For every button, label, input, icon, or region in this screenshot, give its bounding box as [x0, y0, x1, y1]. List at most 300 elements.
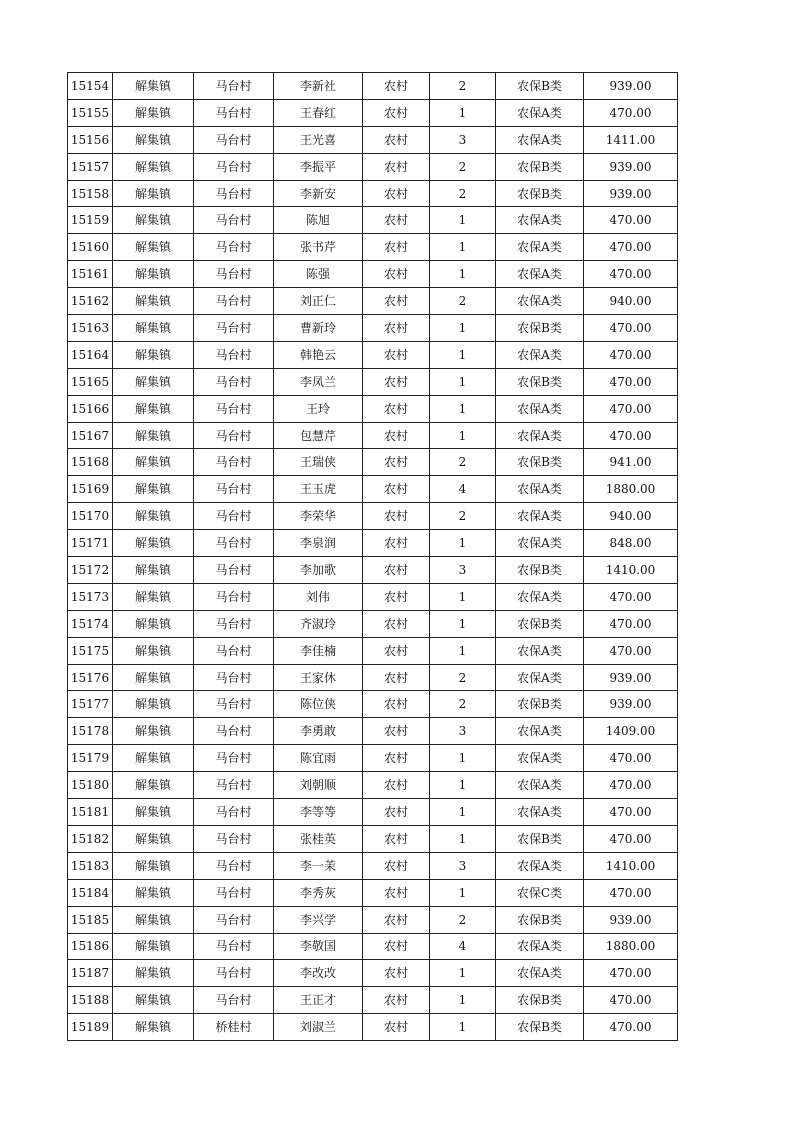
table-row — [68, 99, 678, 126]
town-cell: 解集镇 — [113, 1014, 194, 1041]
area-type-cell: 农村 — [363, 610, 430, 637]
town-cell: 解集镇 — [113, 664, 194, 691]
town-cell: 解集镇 — [113, 261, 194, 288]
insurance-category-cell: 农保A类 — [496, 422, 584, 449]
area-type-cell: 农村 — [363, 960, 430, 987]
area-type-cell: 农村 — [363, 718, 430, 745]
amount-cell: 1410.00 — [584, 557, 678, 584]
amount-cell: 470.00 — [584, 422, 678, 449]
insurance-category-cell: 农保B类 — [496, 449, 584, 476]
amount-cell: 1410.00 — [584, 852, 678, 879]
record-id-cell: 15167 — [68, 422, 113, 449]
table-row — [68, 530, 678, 557]
person-name-cell: 王光喜 — [274, 126, 363, 153]
household-count-cell: 2 — [430, 180, 496, 207]
table-row — [68, 664, 678, 691]
person-name-cell: 李敬国 — [274, 933, 363, 960]
household-count-cell: 4 — [430, 476, 496, 503]
town-cell: 解集镇 — [113, 368, 194, 395]
household-count-cell: 2 — [430, 503, 496, 530]
insurance-category-cell: 农保A类 — [496, 395, 584, 422]
insurance-category-cell: 农保B类 — [496, 1014, 584, 1041]
town-cell: 解集镇 — [113, 395, 194, 422]
village-cell: 马台村 — [194, 153, 274, 180]
town-cell: 解集镇 — [113, 99, 194, 126]
amount-cell: 939.00 — [584, 691, 678, 718]
table-row — [68, 341, 678, 368]
table-row — [68, 799, 678, 826]
town-cell: 解集镇 — [113, 772, 194, 799]
amount-cell: 470.00 — [584, 368, 678, 395]
insurance-category-cell: 农保A类 — [496, 476, 584, 503]
person-name-cell: 刘伟 — [274, 583, 363, 610]
area-type-cell: 农村 — [363, 1014, 430, 1041]
village-cell: 马台村 — [194, 503, 274, 530]
person-name-cell: 李佳楠 — [274, 637, 363, 664]
record-id-cell: 15156 — [68, 126, 113, 153]
record-id-cell: 15180 — [68, 772, 113, 799]
table-row — [68, 73, 678, 100]
table-row — [68, 422, 678, 449]
town-cell: 解集镇 — [113, 422, 194, 449]
person-name-cell: 李一茉 — [274, 852, 363, 879]
village-cell: 马台村 — [194, 691, 274, 718]
household-count-cell: 1 — [430, 234, 496, 261]
record-id-cell: 15177 — [68, 691, 113, 718]
household-count-cell: 1 — [430, 610, 496, 637]
amount-cell: 1409.00 — [584, 718, 678, 745]
town-cell: 解集镇 — [113, 960, 194, 987]
record-id-cell: 15162 — [68, 288, 113, 315]
area-type-cell: 农村 — [363, 99, 430, 126]
town-cell: 解集镇 — [113, 288, 194, 315]
town-cell: 解集镇 — [113, 476, 194, 503]
table-row — [68, 879, 678, 906]
person-name-cell: 李加歌 — [274, 557, 363, 584]
record-id-cell: 15168 — [68, 449, 113, 476]
town-cell: 解集镇 — [113, 825, 194, 852]
village-cell: 马台村 — [194, 745, 274, 772]
person-name-cell: 陈强 — [274, 261, 363, 288]
person-name-cell: 李改改 — [274, 960, 363, 987]
record-id-cell: 15179 — [68, 745, 113, 772]
record-id-cell: 15188 — [68, 987, 113, 1014]
table-row — [68, 126, 678, 153]
village-cell: 马台村 — [194, 772, 274, 799]
person-name-cell: 刘朝顺 — [274, 772, 363, 799]
table-row — [68, 825, 678, 852]
village-cell: 马台村 — [194, 368, 274, 395]
town-cell: 解集镇 — [113, 583, 194, 610]
record-id-cell: 15166 — [68, 395, 113, 422]
village-cell: 马台村 — [194, 879, 274, 906]
village-cell: 马台村 — [194, 126, 274, 153]
amount-cell: 470.00 — [584, 1014, 678, 1041]
person-name-cell: 李新社 — [274, 73, 363, 100]
area-type-cell: 农村 — [363, 933, 430, 960]
record-id-cell: 15169 — [68, 476, 113, 503]
record-id-cell: 15159 — [68, 207, 113, 234]
record-id-cell: 15181 — [68, 799, 113, 826]
household-count-cell: 3 — [430, 852, 496, 879]
table-row — [68, 772, 678, 799]
village-cell: 马台村 — [194, 207, 274, 234]
town-cell: 解集镇 — [113, 879, 194, 906]
town-cell: 解集镇 — [113, 180, 194, 207]
household-count-cell: 1 — [430, 341, 496, 368]
record-id-cell: 15155 — [68, 99, 113, 126]
household-count-cell: 2 — [430, 449, 496, 476]
town-cell: 解集镇 — [113, 73, 194, 100]
person-name-cell: 李新安 — [274, 180, 363, 207]
amount-cell: 470.00 — [584, 207, 678, 234]
insurance-category-cell: 农保B类 — [496, 691, 584, 718]
insurance-category-cell: 农保A类 — [496, 234, 584, 261]
insurance-category-cell: 农保A类 — [496, 960, 584, 987]
record-id-cell: 15154 — [68, 73, 113, 100]
person-name-cell: 包慧芹 — [274, 422, 363, 449]
table-body — [68, 73, 678, 1041]
table-row — [68, 610, 678, 637]
person-name-cell: 张书芹 — [274, 234, 363, 261]
record-id-cell: 15165 — [68, 368, 113, 395]
amount-cell: 939.00 — [584, 73, 678, 100]
person-name-cell: 王玉虎 — [274, 476, 363, 503]
table-row — [68, 637, 678, 664]
area-type-cell: 农村 — [363, 153, 430, 180]
town-cell: 解集镇 — [113, 207, 194, 234]
insurance-category-cell: 农保A类 — [496, 664, 584, 691]
area-type-cell: 农村 — [363, 825, 430, 852]
amount-cell: 470.00 — [584, 879, 678, 906]
village-cell: 马台村 — [194, 261, 274, 288]
amount-cell: 940.00 — [584, 288, 678, 315]
household-count-cell: 1 — [430, 637, 496, 664]
insurance-category-cell: 农保B类 — [496, 906, 584, 933]
amount-cell: 470.00 — [584, 960, 678, 987]
record-id-cell: 15163 — [68, 315, 113, 342]
town-cell: 解集镇 — [113, 745, 194, 772]
record-id-cell: 15171 — [68, 530, 113, 557]
household-count-cell: 4 — [430, 933, 496, 960]
insurance-category-cell: 农保B类 — [496, 315, 584, 342]
household-count-cell: 1 — [430, 99, 496, 126]
amount-cell: 941.00 — [584, 449, 678, 476]
area-type-cell: 农村 — [363, 207, 430, 234]
household-count-cell: 1 — [430, 261, 496, 288]
record-id-cell: 15176 — [68, 664, 113, 691]
area-type-cell: 农村 — [363, 906, 430, 933]
table-row — [68, 960, 678, 987]
person-name-cell: 王玲 — [274, 395, 363, 422]
town-cell: 解集镇 — [113, 799, 194, 826]
household-count-cell: 1 — [430, 987, 496, 1014]
record-id-cell: 15172 — [68, 557, 113, 584]
person-name-cell: 李等等 — [274, 799, 363, 826]
insurance-category-cell: 农保A类 — [496, 126, 584, 153]
village-cell: 马台村 — [194, 852, 274, 879]
village-cell: 马台村 — [194, 637, 274, 664]
record-id-cell: 15183 — [68, 852, 113, 879]
amount-cell: 470.00 — [584, 825, 678, 852]
village-cell: 马台村 — [194, 906, 274, 933]
table-row — [68, 557, 678, 584]
record-id-cell: 15161 — [68, 261, 113, 288]
insurance-category-cell: 农保A类 — [496, 261, 584, 288]
town-cell: 解集镇 — [113, 906, 194, 933]
person-name-cell: 李兴学 — [274, 906, 363, 933]
amount-cell: 470.00 — [584, 637, 678, 664]
person-name-cell: 王家休 — [274, 664, 363, 691]
household-count-cell: 1 — [430, 960, 496, 987]
area-type-cell: 农村 — [363, 261, 430, 288]
insurance-category-cell: 农保B类 — [496, 153, 584, 180]
person-name-cell: 李振平 — [274, 153, 363, 180]
record-id-cell: 15158 — [68, 180, 113, 207]
table-row — [68, 368, 678, 395]
record-id-cell: 15173 — [68, 583, 113, 610]
area-type-cell: 农村 — [363, 73, 430, 100]
area-type-cell: 农村 — [363, 368, 430, 395]
table-row — [68, 207, 678, 234]
village-cell: 马台村 — [194, 718, 274, 745]
person-name-cell: 陈旭 — [274, 207, 363, 234]
table-row — [68, 583, 678, 610]
insurance-category-cell: 农保B类 — [496, 180, 584, 207]
amount-cell: 939.00 — [584, 906, 678, 933]
amount-cell: 470.00 — [584, 261, 678, 288]
amount-cell: 470.00 — [584, 234, 678, 261]
person-name-cell: 李勇敢 — [274, 718, 363, 745]
person-name-cell: 李荣华 — [274, 503, 363, 530]
person-name-cell: 张桂英 — [274, 825, 363, 852]
record-id-cell: 15175 — [68, 637, 113, 664]
table-row — [68, 503, 678, 530]
table-row — [68, 987, 678, 1014]
household-count-cell: 2 — [430, 691, 496, 718]
table-row — [68, 395, 678, 422]
household-count-cell: 1 — [430, 315, 496, 342]
record-id-cell: 15182 — [68, 825, 113, 852]
village-cell: 马台村 — [194, 395, 274, 422]
amount-cell: 848.00 — [584, 530, 678, 557]
table-row — [68, 906, 678, 933]
village-cell: 马台村 — [194, 315, 274, 342]
village-cell: 马台村 — [194, 234, 274, 261]
person-name-cell: 刘淑兰 — [274, 1014, 363, 1041]
area-type-cell: 农村 — [363, 180, 430, 207]
insurance-category-cell: 农保C类 — [496, 879, 584, 906]
town-cell: 解集镇 — [113, 933, 194, 960]
town-cell: 解集镇 — [113, 449, 194, 476]
person-name-cell: 陈位侠 — [274, 691, 363, 718]
village-cell: 马台村 — [194, 99, 274, 126]
record-id-cell: 15178 — [68, 718, 113, 745]
area-type-cell: 农村 — [363, 476, 430, 503]
village-cell: 马台村 — [194, 933, 274, 960]
town-cell: 解集镇 — [113, 234, 194, 261]
insurance-category-cell: 农保A类 — [496, 503, 584, 530]
record-id-cell: 15189 — [68, 1014, 113, 1041]
household-count-cell: 2 — [430, 153, 496, 180]
insurance-category-cell: 农保A类 — [496, 637, 584, 664]
household-count-cell: 1 — [430, 745, 496, 772]
amount-cell: 939.00 — [584, 664, 678, 691]
town-cell: 解集镇 — [113, 610, 194, 637]
person-name-cell: 王瑞侠 — [274, 449, 363, 476]
household-count-cell: 2 — [430, 906, 496, 933]
town-cell: 解集镇 — [113, 341, 194, 368]
person-name-cell: 陈宜雨 — [274, 745, 363, 772]
insurance-category-cell: 农保B类 — [496, 557, 584, 584]
town-cell: 解集镇 — [113, 315, 194, 342]
village-cell: 马台村 — [194, 799, 274, 826]
insurance-category-cell: 农保B类 — [496, 825, 584, 852]
insurance-category-cell: 农保A类 — [496, 718, 584, 745]
town-cell: 解集镇 — [113, 718, 194, 745]
person-name-cell: 李泉润 — [274, 530, 363, 557]
household-count-cell: 1 — [430, 583, 496, 610]
area-type-cell: 农村 — [363, 745, 430, 772]
area-type-cell: 农村 — [363, 395, 430, 422]
person-name-cell: 曹新玲 — [274, 315, 363, 342]
area-type-cell: 农村 — [363, 799, 430, 826]
area-type-cell: 农村 — [363, 664, 430, 691]
household-count-cell: 1 — [430, 799, 496, 826]
area-type-cell: 农村 — [363, 288, 430, 315]
table-row — [68, 315, 678, 342]
household-count-cell: 1 — [430, 825, 496, 852]
household-count-cell: 3 — [430, 126, 496, 153]
amount-cell: 939.00 — [584, 153, 678, 180]
insurance-category-cell: 农保B类 — [496, 610, 584, 637]
table-row — [68, 1014, 678, 1041]
insurance-category-cell: 农保A类 — [496, 530, 584, 557]
record-id-cell: 15184 — [68, 879, 113, 906]
insurance-category-cell: 农保A类 — [496, 799, 584, 826]
village-cell: 马台村 — [194, 449, 274, 476]
insurance-category-cell: 农保A类 — [496, 99, 584, 126]
person-name-cell: 王春红 — [274, 99, 363, 126]
amount-cell: 939.00 — [584, 180, 678, 207]
record-id-cell: 15164 — [68, 341, 113, 368]
village-cell: 马台村 — [194, 288, 274, 315]
village-cell: 马台村 — [194, 960, 274, 987]
amount-cell: 470.00 — [584, 610, 678, 637]
village-cell: 马台村 — [194, 583, 274, 610]
household-count-cell: 1 — [430, 422, 496, 449]
table-row — [68, 852, 678, 879]
table-row — [68, 933, 678, 960]
area-type-cell: 农村 — [363, 637, 430, 664]
household-count-cell: 2 — [430, 664, 496, 691]
town-cell: 解集镇 — [113, 987, 194, 1014]
area-type-cell: 农村 — [363, 879, 430, 906]
town-cell: 解集镇 — [113, 530, 194, 557]
area-type-cell: 农村 — [363, 315, 430, 342]
village-cell: 马台村 — [194, 825, 274, 852]
area-type-cell: 农村 — [363, 234, 430, 261]
household-count-cell: 1 — [430, 368, 496, 395]
amount-cell: 470.00 — [584, 315, 678, 342]
insurance-category-cell: 农保A类 — [496, 852, 584, 879]
record-id-cell: 15185 — [68, 906, 113, 933]
amount-cell: 470.00 — [584, 745, 678, 772]
amount-cell: 940.00 — [584, 503, 678, 530]
town-cell: 解集镇 — [113, 852, 194, 879]
village-cell: 马台村 — [194, 664, 274, 691]
village-cell: 马台村 — [194, 422, 274, 449]
town-cell: 解集镇 — [113, 153, 194, 180]
village-cell: 马台村 — [194, 987, 274, 1014]
table-row — [68, 476, 678, 503]
record-id-cell: 15174 — [68, 610, 113, 637]
household-count-cell: 2 — [430, 288, 496, 315]
person-name-cell: 韩艳云 — [274, 341, 363, 368]
area-type-cell: 农村 — [363, 557, 430, 584]
amount-cell: 470.00 — [584, 772, 678, 799]
insurance-category-cell: 农保A类 — [496, 745, 584, 772]
person-name-cell: 刘正仁 — [274, 288, 363, 315]
village-cell: 马台村 — [194, 341, 274, 368]
insurance-category-cell: 农保B类 — [496, 987, 584, 1014]
table-row — [68, 261, 678, 288]
household-count-cell: 1 — [430, 207, 496, 234]
village-cell: 马台村 — [194, 530, 274, 557]
amount-cell: 470.00 — [584, 341, 678, 368]
amount-cell: 1880.00 — [584, 476, 678, 503]
table-row — [68, 180, 678, 207]
amount-cell: 1880.00 — [584, 933, 678, 960]
town-cell: 解集镇 — [113, 557, 194, 584]
area-type-cell: 农村 — [363, 341, 430, 368]
village-cell: 马台村 — [194, 610, 274, 637]
town-cell: 解集镇 — [113, 637, 194, 664]
village-cell: 马台村 — [194, 73, 274, 100]
record-id-cell: 15160 — [68, 234, 113, 261]
table-row — [68, 745, 678, 772]
amount-cell: 470.00 — [584, 99, 678, 126]
person-name-cell: 齐淑玲 — [274, 610, 363, 637]
household-count-cell: 2 — [430, 73, 496, 100]
area-type-cell: 农村 — [363, 422, 430, 449]
insurance-category-cell: 农保A类 — [496, 341, 584, 368]
village-cell: 马台村 — [194, 180, 274, 207]
area-type-cell: 农村 — [363, 772, 430, 799]
village-cell: 马台村 — [194, 476, 274, 503]
insurance-category-cell: 农保B类 — [496, 368, 584, 395]
insurance-category-cell: 农保B类 — [496, 73, 584, 100]
household-count-cell: 3 — [430, 557, 496, 584]
household-count-cell: 1 — [430, 1014, 496, 1041]
table-row — [68, 691, 678, 718]
town-cell: 解集镇 — [113, 503, 194, 530]
household-count-cell: 1 — [430, 772, 496, 799]
village-cell: 马台村 — [194, 557, 274, 584]
amount-cell: 470.00 — [584, 583, 678, 610]
household-count-cell: 1 — [430, 530, 496, 557]
table-row — [68, 234, 678, 261]
household-count-cell: 3 — [430, 718, 496, 745]
insurance-category-cell: 农保A类 — [496, 933, 584, 960]
area-type-cell: 农村 — [363, 852, 430, 879]
table-row — [68, 718, 678, 745]
beneficiary-table — [67, 72, 678, 1041]
person-name-cell: 王正才 — [274, 987, 363, 1014]
insurance-category-cell: 农保A类 — [496, 583, 584, 610]
amount-cell: 470.00 — [584, 395, 678, 422]
area-type-cell: 农村 — [363, 987, 430, 1014]
